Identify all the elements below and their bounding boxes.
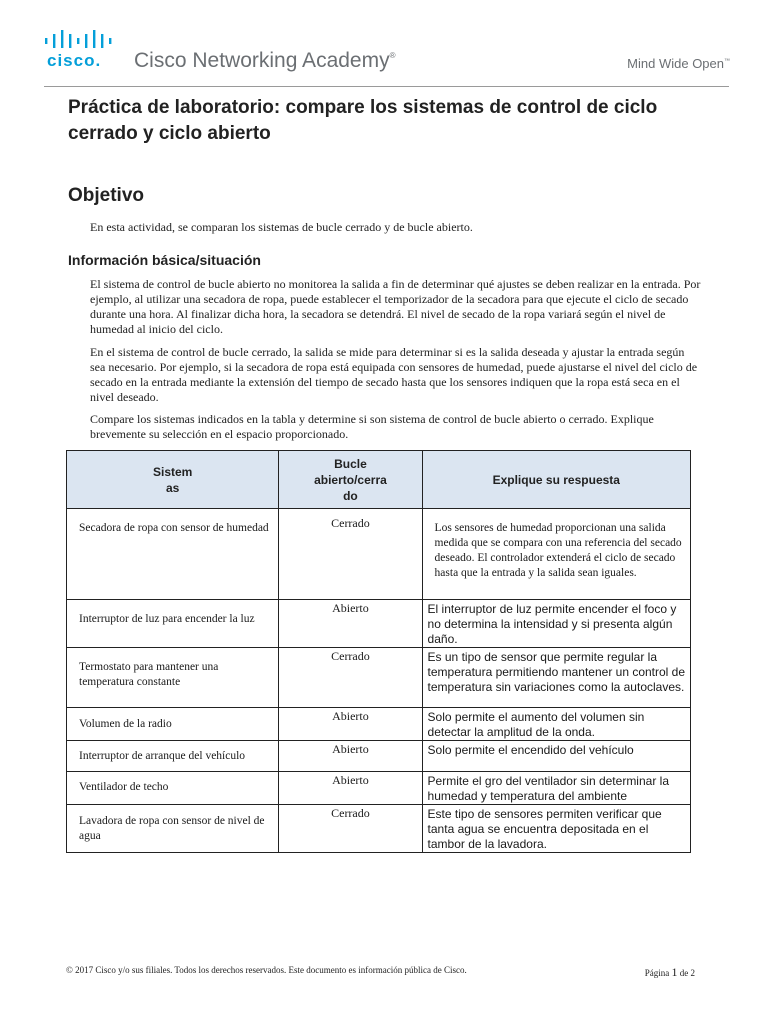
trademark-mark: ®: [389, 51, 396, 60]
cisco-logo-icon: [44, 29, 114, 49]
answer-cell[interactable]: Abierto: [279, 708, 422, 741]
explanation-cell[interactable]: El interruptor de luz permite encender el foco y no determina la intensidad y si presenta algún daño.: [422, 600, 690, 648]
info-paragraph-2: En el sistema de control de bucle cerrado, la salida se mide para determinar si es la salida deseada y ajustar la entrada según sea necesario. Por ejemplo, si la secadora de ropa está equipada con sensores de humedad, puede ajustarse el nivel del ciclo de secado en la entrada mediante la extensión del tiempo de secado hasta que los sensores indiquen que la ropa está seca en el nivel deseado.: [90, 345, 698, 404]
footer-copyright: © 2017 Cisco y/o sus filiales. Todos los derechos reservados. Este documento es información pública de Cisco.: [66, 965, 467, 975]
system-cell: Interruptor de arranque del vehículo: [67, 741, 279, 772]
header-system: [67, 451, 279, 509]
header-explanation: [422, 451, 690, 509]
page-label: Página: [644, 968, 670, 978]
page-header: [0, 0, 768, 86]
explanation-cell[interactable]: Permite el gro del ventilador sin determinar la humedad y temperatura del ambiente: [422, 772, 690, 805]
table-row: [67, 772, 691, 805]
objetivo-text: En esta actividad, se comparan los sistemas de bucle cerrado y de bucle abierto.: [90, 220, 473, 234]
header-explanation-label: Explique su respuesta: [492, 472, 620, 487]
system-cell: Interruptor de luz para encender la luz: [67, 600, 279, 648]
table-row: [67, 600, 691, 648]
explanation-cell[interactable]: Es un tipo de sensor que permite regular la temperatura permitiendo mantener un control de temperatura sin variaciones como la autoclaves.: [422, 648, 690, 708]
brand-text: cisco: [47, 51, 96, 70]
answer-cell[interactable]: Cerrado: [279, 805, 422, 853]
system-cell: Termostato para mantener una temperatura constante: [67, 648, 279, 708]
system-cell: Volumen de la radio: [67, 708, 279, 741]
system-cell: Secadora de ropa con sensor de humedad: [67, 509, 279, 600]
table-row: [67, 805, 691, 853]
info-paragraph-3: Compare los sistemas indicados en la tabla y determine si son sistema de control de bucle abierto o cerrado. Explique brevemente su selección en el espacio proporcionado.: [90, 412, 654, 441]
tagline: [627, 56, 730, 71]
explanation-cell[interactable]: Solo permite el encendido del vehículo: [422, 741, 690, 772]
academy-text: Cisco Networking Academy: [134, 49, 390, 72]
header-system-label: Sistem as: [152, 464, 193, 495]
answer-cell[interactable]: Abierto: [279, 600, 422, 648]
tagline-text: Mind Wide Open: [627, 56, 724, 71]
page-total: de 2: [679, 968, 695, 978]
answer-cell[interactable]: Abierto: [279, 772, 422, 805]
answer-cell[interactable]: Abierto: [279, 741, 422, 772]
info-paragraph-1: El sistema de control de bucle abierto no monitorea la salida a fin de determinar qué ajustes se deben realizar en la entrada. Por ejemplo, al utilizar una secadora de ropa, puede establecer el temporizador de la secadora para que ejecute el ciclo de secado durante una hora. Al finalizar dicha hora, la secadora se detendrá. El nivel de secado de la ropa variará según el nivel de humedad al inicio del ciclo.: [90, 277, 701, 336]
tm-mark: ™: [724, 58, 730, 65]
page-number: 1: [671, 965, 678, 979]
header-divider: [44, 86, 729, 87]
page-title: Práctica de laboratorio: compare los sistemas de control de ciclo cerrado y ciclo abierto: [68, 97, 658, 144]
objetivo-heading: Objetivo: [68, 185, 145, 206]
table-row: [67, 708, 691, 741]
system-cell: Lavadora de ropa con sensor de nivel de agua: [67, 805, 279, 853]
table-header-row: [67, 451, 691, 509]
system-cell: Ventilador de techo: [67, 772, 279, 805]
explanation-cell[interactable]: Los sensores de humedad proporcionan una salida medida que se compara con una referencia del secado deseado. El controlador extenderá el ciclo de secado hasta que la entrada y la salida sean iguales.: [422, 509, 690, 600]
table-row: [67, 509, 691, 600]
comparison-table: [66, 450, 691, 853]
table-row: [67, 648, 691, 708]
table-row: [67, 741, 691, 772]
answer-cell[interactable]: Cerrado: [279, 648, 422, 708]
footer-page-number: [645, 965, 695, 980]
explanation-cell[interactable]: Este tipo de sensores permiten verificar que tanta agua se encuentra depositada en el tambor de la lavadora.: [422, 805, 690, 853]
cisco-wordmark: cisco.: [47, 51, 102, 70]
info-heading: Información básica/situación: [68, 252, 261, 268]
answer-cell[interactable]: Cerrado: [279, 509, 422, 600]
explanation-cell[interactable]: Solo permite el aumento del volumen sin detectar la amplitud de la onda.: [422, 708, 690, 741]
academy-name: [134, 49, 396, 73]
header-loop-label: Bucle abierto/cerra do: [314, 456, 387, 503]
header-loop: [279, 451, 422, 509]
